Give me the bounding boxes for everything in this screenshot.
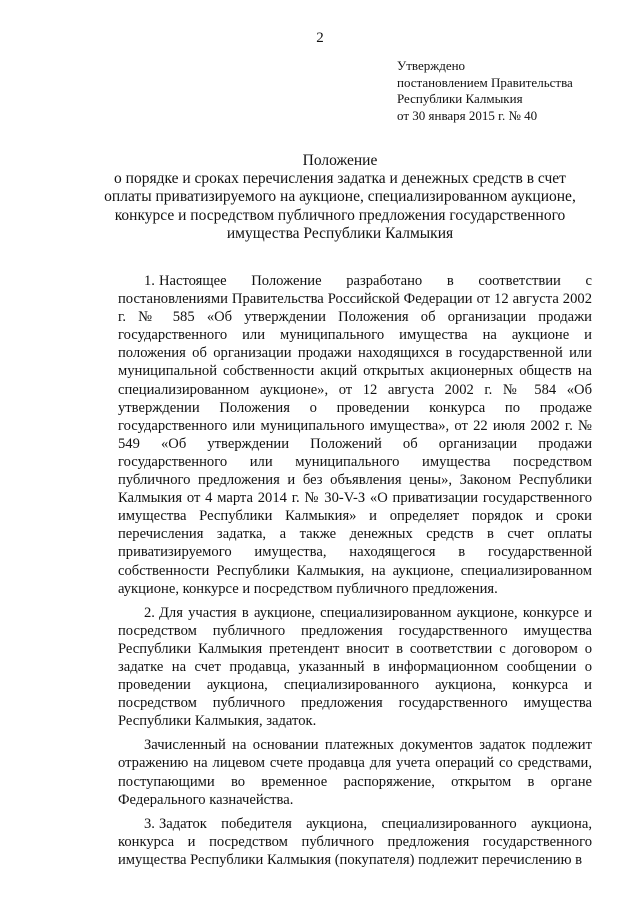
document-body <box>118 272 592 875</box>
title-line: имущества Республики Калмыкия <box>226 224 454 242</box>
title-line: о порядке и сроках перечисления задатка и денежных средств в счет <box>114 170 566 188</box>
document-title <box>80 152 600 243</box>
approval-line: Республики Калмыкия <box>397 91 523 106</box>
paragraph-text: Задаток победителя аукциона, специализированного аукциона, конкурса и посредством публичного предложения государственного имущества Республики Калмыкия (покупателя) подлежит перечислению в <box>118 815 592 868</box>
title-line: конкурсе и посредством публичного предложения государственного <box>114 206 566 224</box>
title-heading: Положение <box>302 152 378 169</box>
approval-stamp <box>397 58 573 124</box>
paragraph-text: Настоящее Положение разработано в соответствии с постановлениями Правительства Российской Федерации от 12 августа 2002 г. № 585 «Об утверждении Положения об организации продажи государственного или муниципального имущества на аукционе и положения об организации продажи находящихся в государственной или муниципальной собственности акций открытых акционерных обществ на специализированном аукционе», от 12 августа 2002 г. № 584 «Об утверждении Положения о проведении конкурса по продаже государственного или муниципального имущества», от 22 июля 2002 г. № 549 «Об утверждении Положений об организации продажи государственного или муниципального имущества посредством публичного предложения и без объявления цены», Законом Республики Калмыкия от 4 марта 2014 г. № 30-V-З «О приватизации государственного имущества Республики Калмыкия» и определяет порядок и сроки перечисления задатка, а также денежных средств в счет оплаты приватизируемого имущества, находящегося в государственной собственности Республики Калмыкия, на аукционе, специализированном аукционе, конкурсе и посредством публичного предложения. <box>118 273 592 597</box>
paragraph-number: 1. <box>144 273 155 289</box>
approval-line: постановлением Правительства <box>397 74 573 90</box>
approval-line: Утверждено <box>397 58 466 73</box>
title-line: оплаты приватизируемого на аукционе, специализированном аукционе, <box>104 188 576 206</box>
paragraph-text: Для участия в аукционе, специализированном аукционе, конкурсе и посредством публичного предложения государственного имущества Республики Калмыкия претендент вносит в соответствии с договором о задатке на счет продавца, указанный в информационном сообщении о проведении аукциона, специализированного аукциона, конкурса и посредством публичного предложения государственного имущества Республики Калмыкия, задаток. <box>118 604 592 730</box>
paragraph-number: 3. <box>144 815 155 832</box>
page-number: 2 <box>316 30 324 46</box>
paragraph-2-continued <box>118 736 592 808</box>
paragraph-2 <box>118 604 592 731</box>
paragraph-number: 2. <box>144 604 155 621</box>
paragraph-3 <box>118 815 592 869</box>
approval-line: от 30 января 2015 г. № 40 <box>397 107 538 123</box>
paragraph-text: Зачисленный на основании платежных документов задаток подлежит отражению на лицевом счете продавца для учета операций со средствами, поступающими во временное распоряжение, открытом в органе Федерального казначейства. <box>118 737 592 808</box>
paragraph-1 <box>118 272 592 598</box>
